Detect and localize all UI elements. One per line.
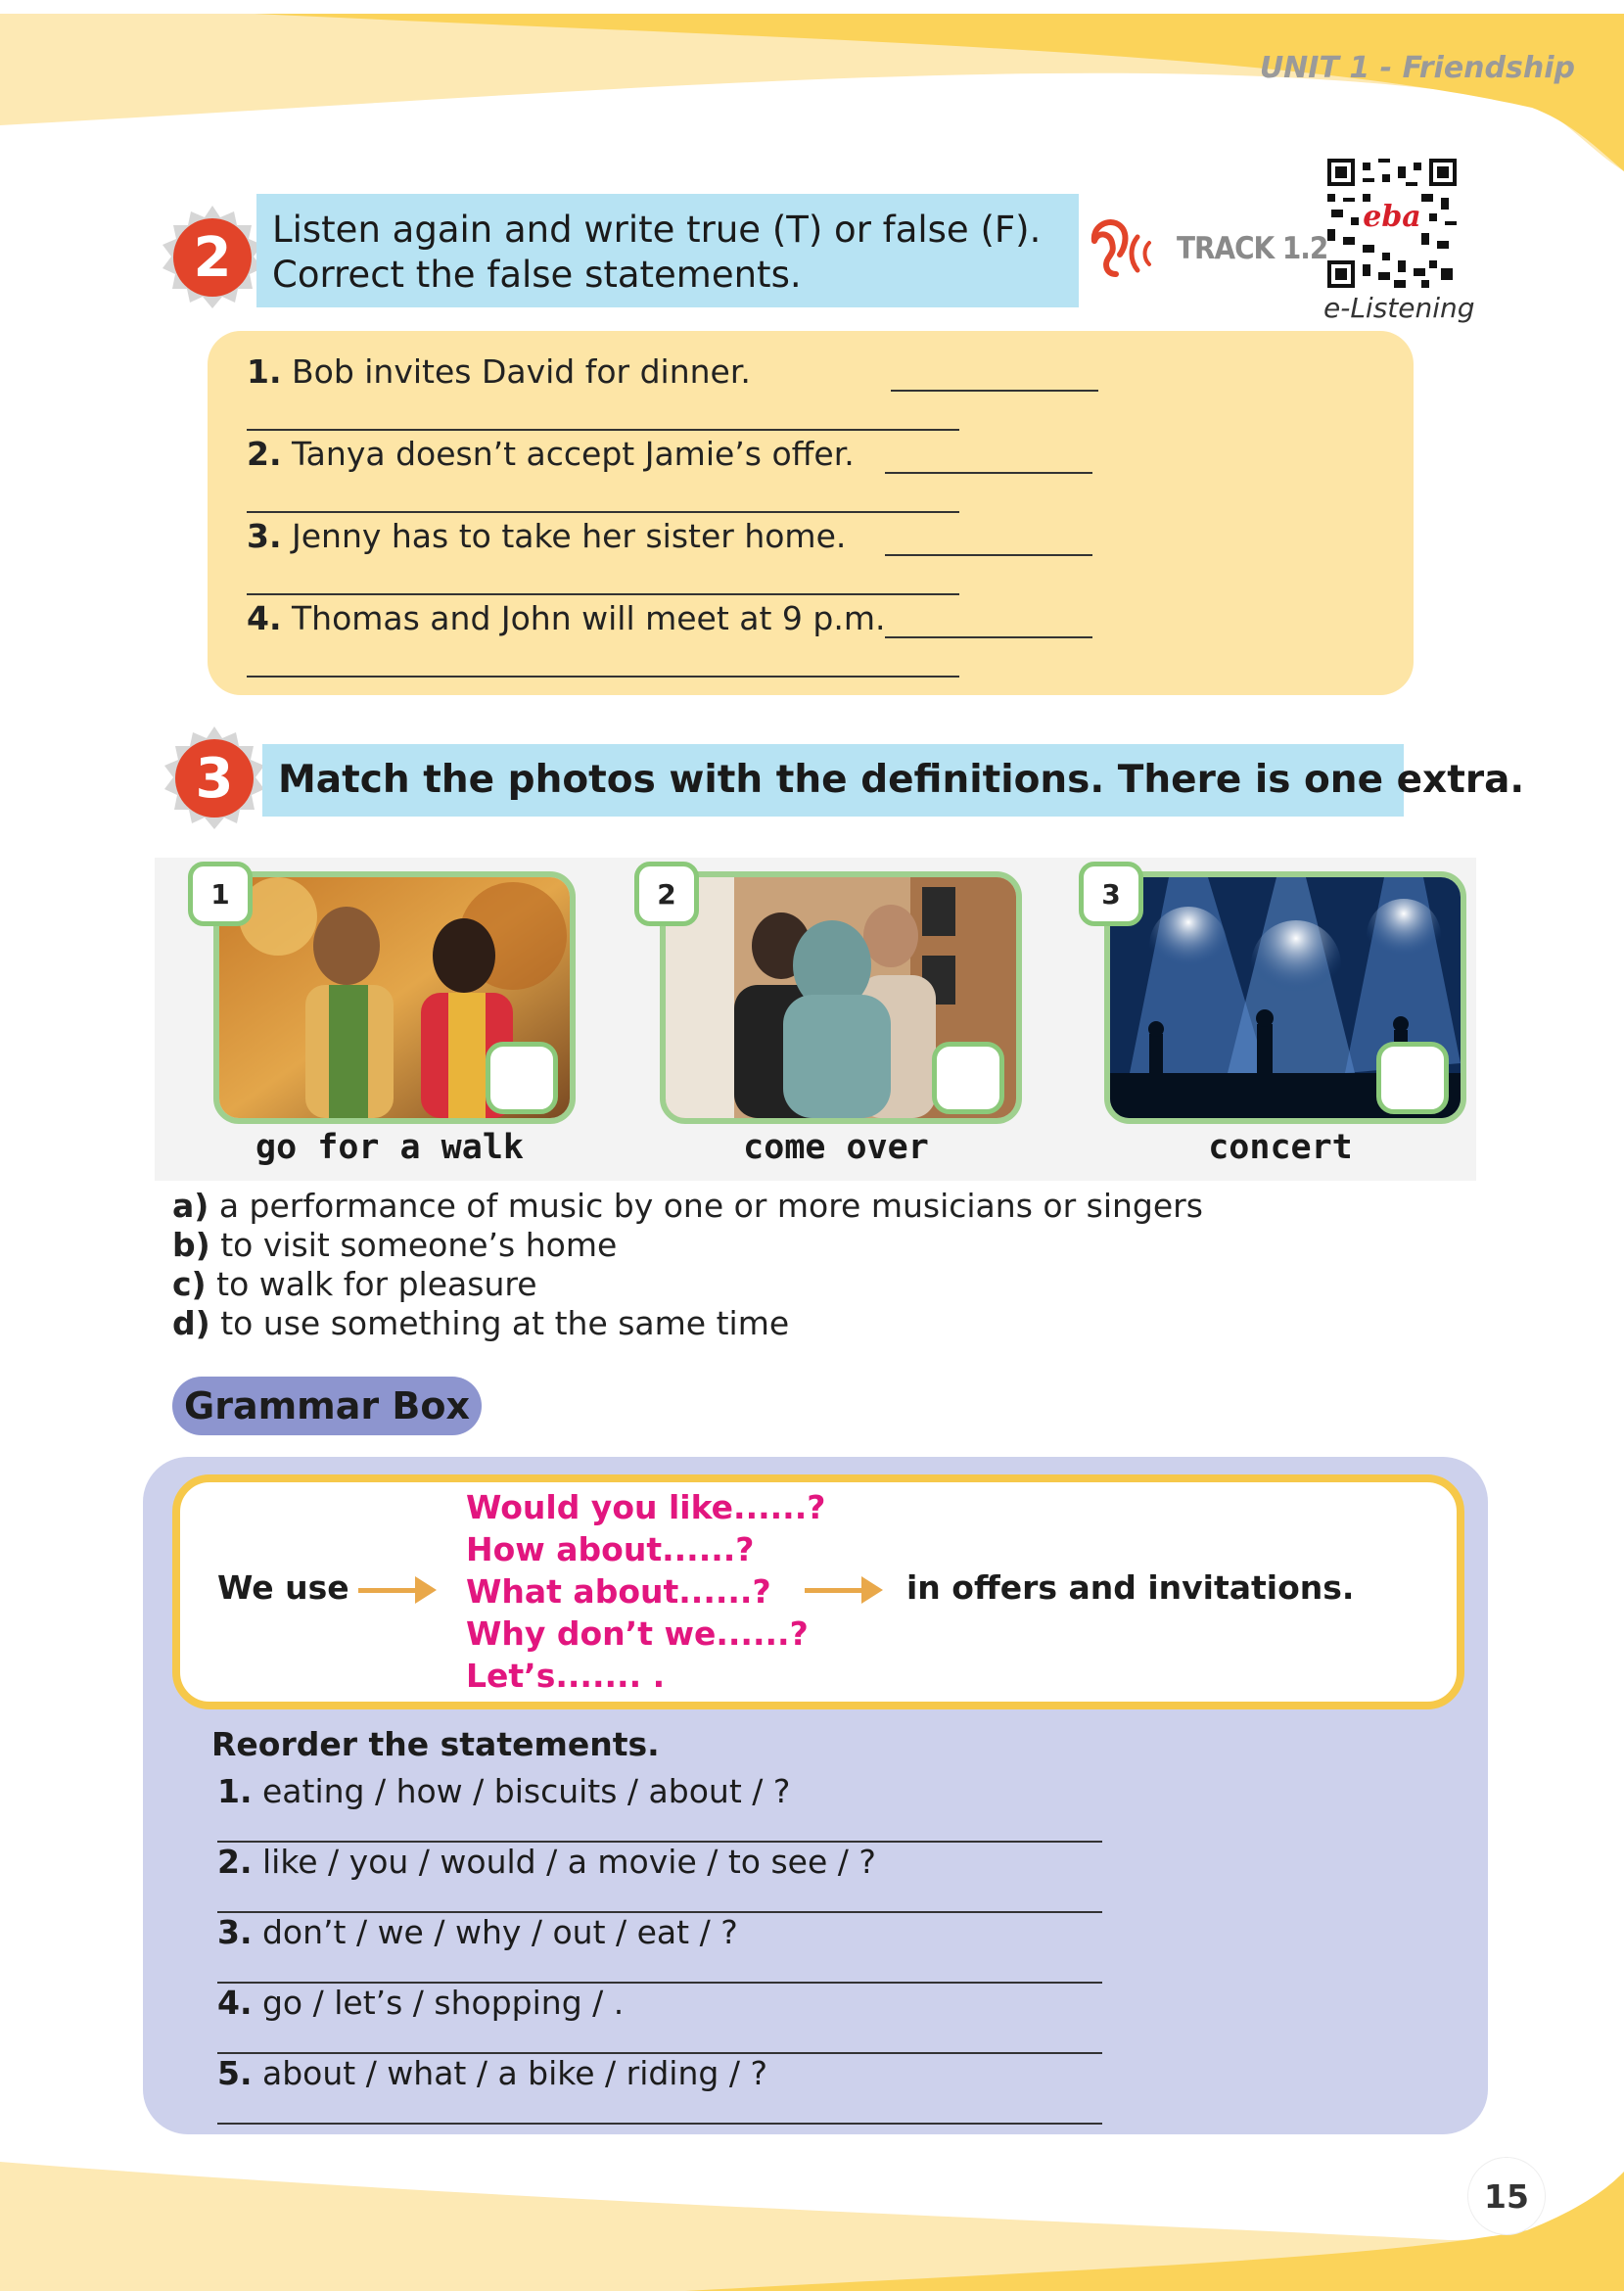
usage-text: in offers and invitations. [906,1568,1355,1607]
tf-correction-1[interactable] [247,429,959,431]
arrow-right-icon [358,1588,417,1593]
photo-number-1: 1 [188,862,253,926]
ear-listening-icon[interactable] [1087,217,1165,286]
unit-title: UNIT 1 - Friendship [1259,51,1575,85]
we-use-label: We use [217,1568,349,1607]
tf-item-4: 4. Thomas and John will meet at 9 p.m. [247,599,886,637]
tf-item-3: 3. Jenny has to take her sister home. [247,517,847,555]
tf-correction-3[interactable] [247,593,959,595]
tf-item-1: 1. Bob invites David for dinner. [247,352,751,391]
photo-answer-box-3[interactable] [1376,1042,1449,1114]
exercise-3-number: 3 [195,746,234,811]
offer-phrases [466,1486,825,1697]
phrase-would-you-like: Would you like......? [466,1488,826,1526]
qr-code[interactable] [1327,159,1457,288]
phrase-what-about: What about......? [466,1572,771,1611]
definition-a: a) a performance of music by one or more musicians or singers [172,1187,1203,1225]
tf-correction-2[interactable] [247,511,959,513]
definition-c: c) to walk for pleasure [172,1265,537,1303]
grammar-box-title: Grammar Box [172,1377,482,1435]
definition-b: b) to visit someone’s home [172,1226,618,1264]
qr-logo-text: eba [1363,200,1421,234]
exercise-2-badge [159,204,266,311]
photo-caption-3: concert [1208,1128,1353,1167]
photo-caption-1: go for a walk [255,1128,524,1167]
reorder-item-5: 5. about / what / a bike / riding / ? [217,2054,767,2092]
reorder-item-4: 4. go / let’s / shopping / . [217,1984,625,2022]
arrow-right-icon [805,1588,863,1593]
exercise-3-badge [161,725,268,832]
track-label: TRACK 1.2 [1177,231,1328,266]
exercise-2-number: 2 [193,225,232,290]
reorder-item-1: 1. eating / how / biscuits / about / ? [217,1772,791,1810]
definition-d: d) to use something at the same time [172,1304,790,1342]
exercise-2-instruction [272,208,1041,298]
reorder-title: Reorder the statements. [211,1725,660,1763]
page-number: 15 [1468,2158,1545,2234]
tf-answer-2[interactable] [885,472,1092,474]
photo-answer-box-1[interactable] [486,1042,558,1114]
reorder-answer-5[interactable] [217,2123,1102,2125]
photo-number-2: 2 [634,862,699,926]
phrase-how-about: How about......? [466,1530,755,1568]
photo-answer-box-2[interactable] [932,1042,1004,1114]
phrase-why-dont-we: Why don’t we......? [466,1614,809,1653]
arrow-right-icon-head [415,1576,437,1604]
exercise-3-instruction: Match the photos with the definitions. There is one extra. [278,758,1525,802]
tf-correction-4[interactable] [247,676,959,678]
reorder-item-2: 2. like / you / would / a movie / to see / ? [217,1843,876,1881]
photo-caption-2: come over [743,1128,929,1167]
definitions-list [172,1187,1203,1343]
reorder-item-3: 3. don’t / we / why / out / eat / ? [217,1913,738,1951]
tf-answer-4[interactable] [885,636,1092,638]
tf-answer-3[interactable] [885,554,1092,556]
instruction-line-1: Listen again and write true (T) or false (F). [272,209,1042,251]
footer-decoration [0,2132,1624,2291]
tf-answer-1[interactable] [891,390,1098,392]
instruction-line-2: Correct the false statements. [272,254,802,296]
photo-number-3: 3 [1079,862,1143,926]
tf-item-2: 2. Tanya doesn’t accept Jamie’s offer. [247,435,855,473]
e-listening-label: e-Listening [1323,292,1475,324]
phrase-lets: Let’s....... . [466,1657,666,1695]
arrow-right-icon-head [861,1576,883,1604]
